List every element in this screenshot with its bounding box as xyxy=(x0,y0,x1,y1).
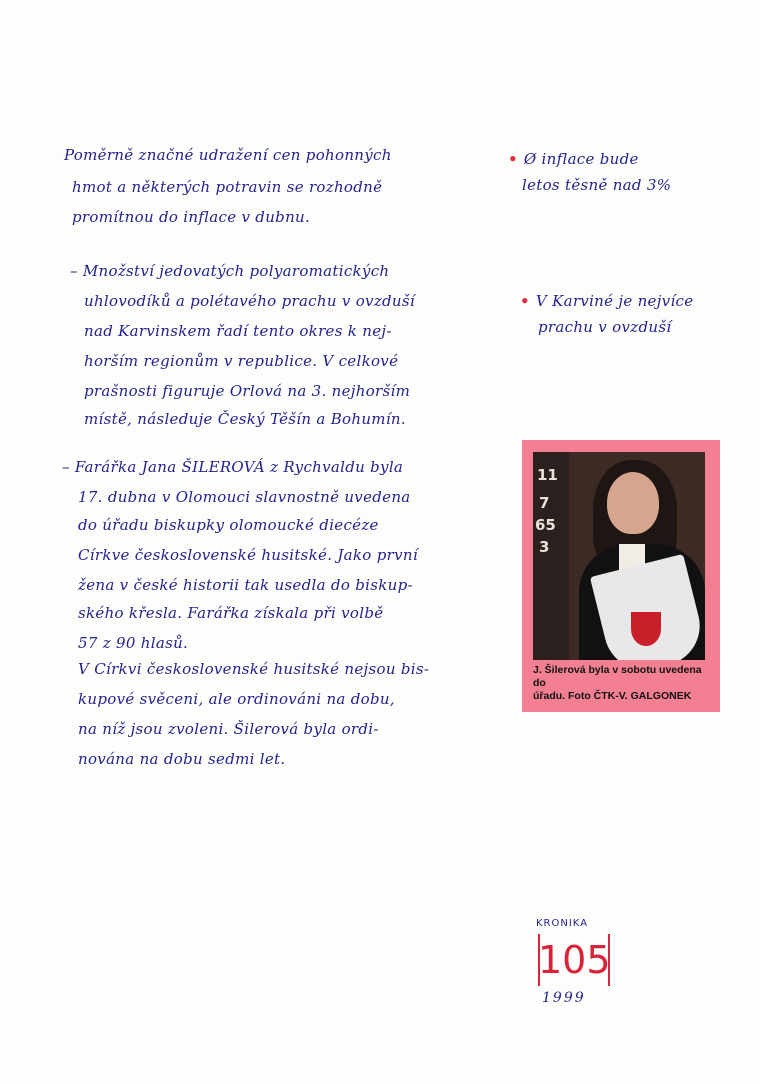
text-line: prašnosti figuruje Orlová na 3. nejhorším xyxy=(84,382,411,400)
board-number: 11 xyxy=(537,466,558,484)
page-number-stamp xyxy=(534,918,614,1014)
margin-note-inflation xyxy=(508,150,671,194)
text-line: do úřadu biskupky olomoucké diecéze xyxy=(78,516,379,534)
text-line: 17. dubna v Olomouci slavnostně uvedena xyxy=(78,488,411,506)
text-line: hmot a některých potravin se rozhodně xyxy=(72,178,383,196)
text-line: – Množství jedovatých polyaromatických xyxy=(70,262,390,280)
text-line: horším regionům v republice. V celkové xyxy=(84,352,399,370)
note-line: letos těsně nad 3% xyxy=(522,176,672,194)
photo-caption xyxy=(533,664,709,703)
stamp-label: KRONIKA xyxy=(536,918,589,929)
text-line: V Církvi československé husitské nejsou bis- xyxy=(78,660,430,678)
margin-note-karvina xyxy=(520,292,693,336)
note-line: prachu v ovzduší xyxy=(538,318,672,336)
board-number: 65 xyxy=(535,516,556,534)
text-line: uhlovodíků a polétavého prachu v ovzduší xyxy=(84,292,415,310)
text-line: na níž jsou zvoleni. Šilerová byla ordi- xyxy=(78,720,379,738)
note-line: V Karviné je nejvíce xyxy=(535,292,694,310)
text-line: žena v české historii tak usedla do biskup- xyxy=(78,576,413,594)
text-line: ského křesla. Farářka získala při volbě xyxy=(78,604,384,622)
text-line: kupové svěceni, ale ordinováni na dobu, xyxy=(78,690,395,708)
bishop-photo xyxy=(533,452,705,660)
note-line: Ø inflace bude xyxy=(523,150,639,168)
text-line: místě, následuje Český Těšín a Bohumín. xyxy=(84,410,406,428)
text-line: Poměrně značné udražení cen pohonných xyxy=(64,146,392,164)
board-number: 3 xyxy=(539,538,550,556)
text-line: – Farářka Jana ŠILEROVÁ z Rychvaldu byla xyxy=(62,458,404,476)
face-shape xyxy=(607,472,659,534)
text-line: nad Karvinskem řadí tento okres k nej- xyxy=(84,322,392,340)
board-number: 7 xyxy=(539,494,550,512)
bullet-dot-icon: • xyxy=(520,292,530,310)
newspaper-clipping xyxy=(522,440,720,712)
text-line: nována na dobu sedmi let. xyxy=(78,750,286,768)
stamp-year: 1999 xyxy=(542,990,586,1006)
page-number: 105 xyxy=(538,938,611,982)
text-line: promítnou do inflace v dubnu. xyxy=(72,208,311,226)
chalice-icon xyxy=(631,612,661,646)
text-line: Církve československé husitské. Jako první xyxy=(78,546,418,564)
caption-line: úřadu. Foto ČTK-V. GALGONEK xyxy=(533,690,692,702)
text-line: 57 z 90 hlasů. xyxy=(78,634,189,652)
caption-line: J. Šilerová byla v sobotu uvedena do xyxy=(533,664,702,689)
bullet-dot-icon: • xyxy=(508,150,518,168)
